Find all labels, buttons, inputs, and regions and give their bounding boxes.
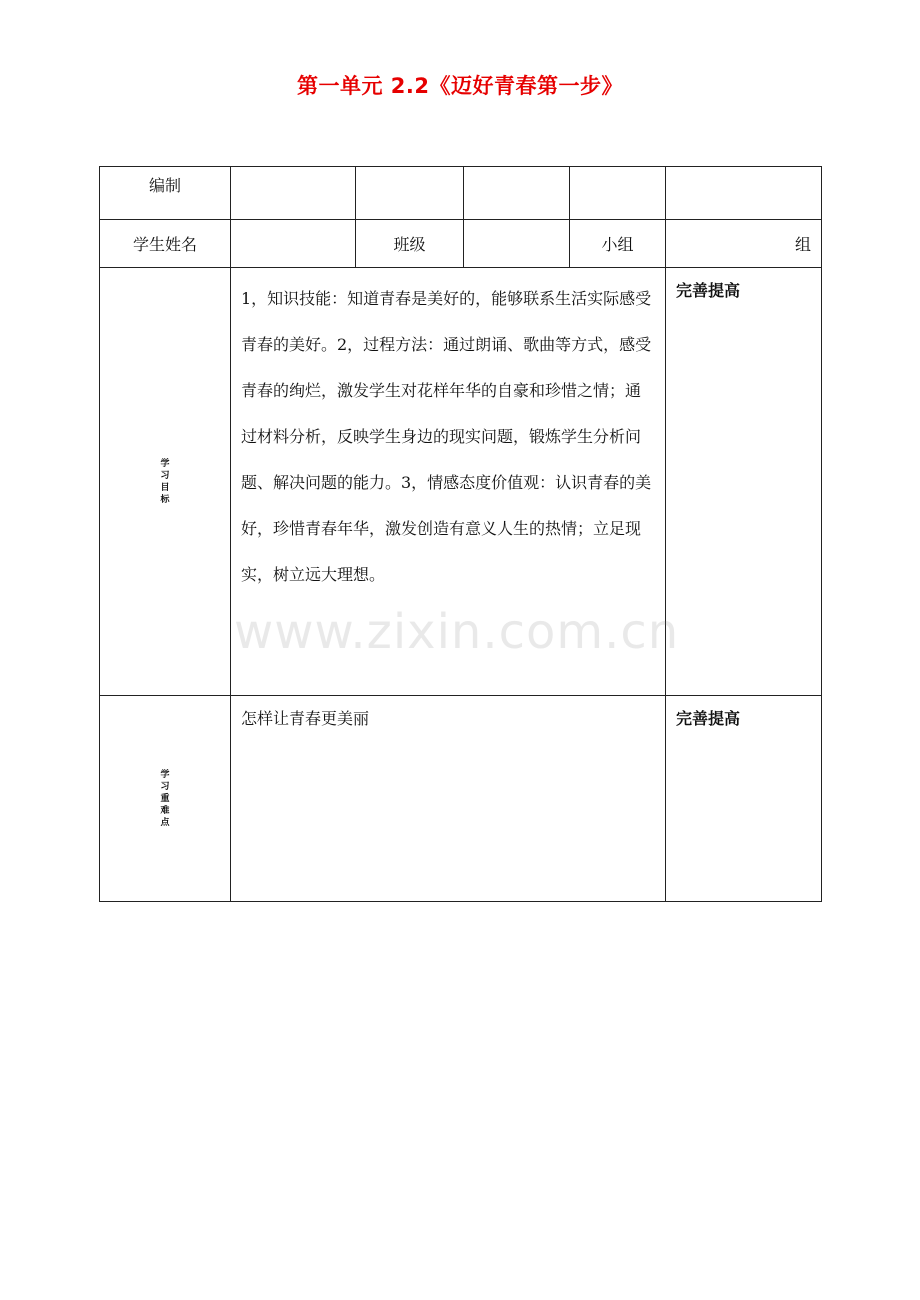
goals-note: 完善提高 [666,268,822,696]
goals-label-cell [100,268,231,696]
class-label: 班级 [356,220,464,268]
compiler-cell-3 [464,167,570,220]
focus-text: 怎样让青春更美丽 [231,696,666,902]
compiler-cell-1 [231,167,356,220]
compiler-row [100,167,822,220]
group-suffix: 组 [666,220,822,268]
student-name-label: 学生姓名 [100,220,231,268]
compiler-cell-4 [570,167,666,220]
compiler-label: 编制 [100,167,231,220]
goals-label: 学习目标 [160,458,170,505]
focus-label: 学习重难点 [160,769,170,828]
compiler-cell-2 [356,167,464,220]
focus-label-cell [100,696,231,902]
focus-row [100,696,822,902]
compiler-cell-5 [666,167,822,220]
watermark: www.zixin.com.cn [234,604,680,660]
lesson-plan-table [99,166,822,902]
student-name-cell [231,220,356,268]
document-title: 第一单元 2.2《迈好青春第一步》 [296,74,623,98]
goals-text: 1，知识技能：知道青春是美好的，能够联系生活实际感受青春的美好。2，过程方法：通过朗诵、歌曲等方式，感受青春的绚烂，激发学生对花样年华的自豪和珍惜之情；通过材料分析，反映学生身边的现实问题，锻炼学生分析问题、解决问题的能力。3，情感态度价值观：认识青春的美好，珍惜青春年华，激发创造有意义人生的热情；立足现实，树立远大理想。 [231,268,666,696]
class-cell [464,220,570,268]
group-label: 小组 [570,220,666,268]
focus-note: 完善提高 [666,696,822,902]
student-row [100,220,822,268]
